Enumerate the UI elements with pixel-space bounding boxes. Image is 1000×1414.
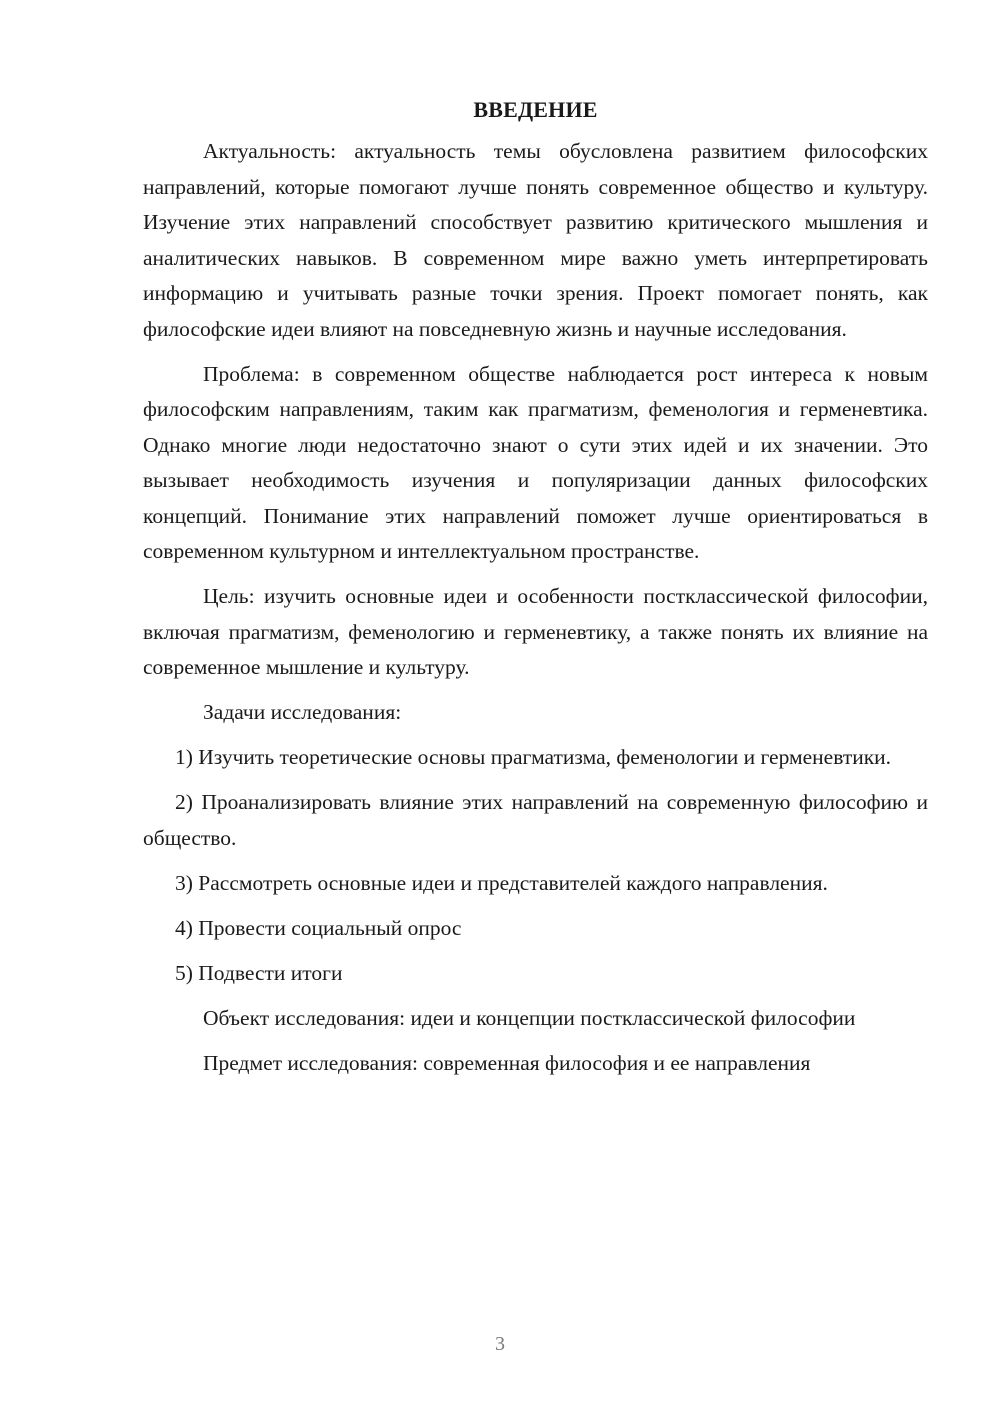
task-item-2: 2) Проанализировать влияние этих направлений на современную философию и общество. [143, 790, 928, 850]
research-subject-paragraph: Предмет исследования: современная философия и ее направления [203, 1050, 811, 1075]
relevance-paragraph: Актуальность: актуальность темы обусловлена развитием философских направлений, которые помогают лучше понять современное общество и культуру. Изучение этих направлений способствует развитию критического мышления и аналитических навыков. В современном мире важно уметь интерпретировать информацию и учитывать разные точки зрения. Проект помогает понять, как философские идеи влияют на повседневную жизнь и научные исследования. [143, 139, 928, 341]
task-item-5: 5) Подвести итоги [175, 960, 343, 985]
page-number: 3 [495, 1333, 505, 1355]
task-item-3: 3) Рассмотреть основные идеи и представителей каждого направления. [175, 870, 828, 895]
research-object-paragraph: Объект исследования: идеи и концепции постклассической философии [203, 1005, 856, 1030]
task-item-1: 1) Изучить теоретические основы прагматизма, феменологии и герменевтики. [175, 745, 892, 769]
problem-paragraph: Проблема: в современном обществе наблюдается рост интереса к новым философским направлениям, таким как прагматизм, феменология и герменевтика. Однако многие люди недостаточно знают о сути этих идей и их значении. Это вызывает необходимость изучения и популяризации данных философских концепций. Понимание этих направлений поможет лучше ориентироваться в современном культурном и интеллектуальном пространстве. [143, 361, 928, 563]
tasks-title: Задачи исследования: [203, 700, 402, 724]
section-heading: ВВЕДЕНИЕ [473, 97, 598, 122]
page-content [143, 92, 928, 1091]
task-item-4: 4) Провести социальный опрос [175, 915, 462, 940]
goal-paragraph: Цель: изучить основные идеи и особенности постклассической философии, включая прагматизм, феменологию и герменевтику, а также понять их влияние на современное мышление и культуру. [143, 584, 928, 679]
tasks-list [143, 740, 928, 991]
